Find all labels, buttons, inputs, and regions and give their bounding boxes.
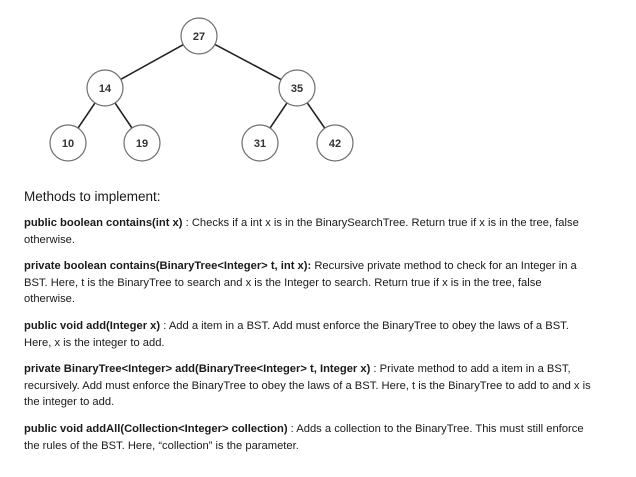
tree-node-10 xyxy=(50,125,86,161)
tree-edge xyxy=(215,44,281,79)
tree-node-label: 14 xyxy=(98,83,112,95)
tree-node-label: 10 xyxy=(61,138,75,150)
method-signature: public void addAll(Collection<Integer> collection) xyxy=(24,422,288,435)
method-add-private xyxy=(24,361,594,411)
method-contains-public xyxy=(24,215,594,248)
tree-node-42 xyxy=(317,125,353,161)
tree-node-label: 19 xyxy=(135,138,149,150)
tree-edge xyxy=(78,103,95,128)
tree-edge xyxy=(115,103,132,128)
tree-edge xyxy=(307,103,325,128)
tree-node-label: 42 xyxy=(328,138,342,150)
method-addall-public xyxy=(24,421,594,454)
methods-heading: Methods to implement: xyxy=(24,189,161,204)
tree-edge xyxy=(121,45,183,80)
tree-node-19 xyxy=(124,125,160,161)
tree-edge xyxy=(270,103,287,128)
tree-node-35 xyxy=(279,70,315,106)
method-description: : Checks if a int x is in the BinarySearchTree. Return true if x is in the tree, false otherwise. xyxy=(24,217,579,246)
method-signature: private boolean contains(BinaryTree<Integer> t, int x): xyxy=(24,260,312,273)
tree-node-27 xyxy=(181,18,217,54)
method-description: : Private method to add a item in a BST, recursively. Add must enforce the BinaryTree to obey the laws of a BST. Here, t is the BinaryTree to add to and x is the integer to add. xyxy=(24,363,591,409)
tree-node-label: 31 xyxy=(253,138,267,150)
method-signature: private BinaryTree<Integer> add(BinaryTree<Integer> t, Integer x) xyxy=(24,363,371,376)
method-contains-private xyxy=(24,258,594,308)
method-add-public xyxy=(24,318,594,351)
method-description: : Add a item in a BST. Add must enforce the BinaryTree to obey the laws of a BST. Here, x is the integer to add. xyxy=(24,319,569,349)
bst-diagram xyxy=(0,0,636,175)
method-signature: public boolean contains(int x) xyxy=(24,217,183,229)
tree-node-14 xyxy=(87,70,123,106)
tree-node-label: 27 xyxy=(192,31,206,43)
method-description: : Adds a collection to the BinaryTree. This must still enforce the rules of the BST. Here, “collection” is the parameter. xyxy=(24,422,584,452)
method-description: Recursive private method to check for an Integer in a BST. Here, t is the BinaryTree to search and x is the Integer to search. Return true if x is in the tree, false otherwise. xyxy=(24,260,577,306)
methods-document xyxy=(24,188,594,464)
method-signature: public void add(Integer x) xyxy=(24,319,161,332)
tree-node-label: 35 xyxy=(290,83,304,95)
tree-node-31 xyxy=(242,125,278,161)
tree-nodes xyxy=(50,18,353,161)
